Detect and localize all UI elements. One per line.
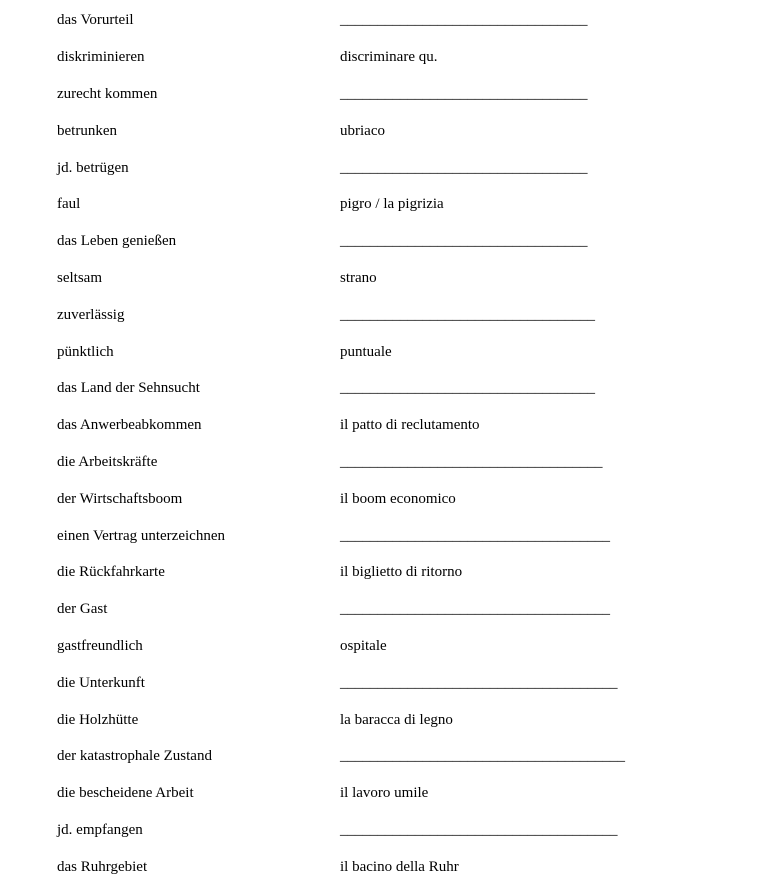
german-term: die Unterkunft xyxy=(57,675,145,691)
vocabulary-row xyxy=(0,268,758,305)
german-term: die Rückfahrkarte xyxy=(57,564,165,580)
italian-translation-blank: __________________________________ xyxy=(340,380,595,396)
italian-translation-blank: ___________________________________ xyxy=(340,454,603,470)
german-term: das Leben genießen xyxy=(57,233,177,249)
german-term: seltsam xyxy=(57,270,102,286)
german-term: jd. betrügen xyxy=(57,160,129,176)
vocabulary-row xyxy=(0,820,758,857)
german-term: die Holzhütte xyxy=(57,712,139,728)
italian-translation-blank: _________________________________ xyxy=(340,86,588,102)
vocabulary-row xyxy=(0,305,758,342)
vocabulary-row xyxy=(0,746,758,783)
vocabulary-row xyxy=(0,158,758,195)
italian-translation: il biglietto di ritorno xyxy=(340,564,463,580)
italian-translation-blank: _________________________________ xyxy=(340,12,588,28)
german-term: diskriminieren xyxy=(57,49,145,65)
german-term: zurecht kommen xyxy=(57,86,158,102)
italian-translation: il boom economico xyxy=(340,491,456,507)
german-term: der katastrophale Zustand xyxy=(57,748,212,764)
italian-translation: strano xyxy=(340,270,377,286)
vocabulary-row xyxy=(0,121,758,158)
vocabulary-row xyxy=(0,526,758,563)
german-term: das Anwerbeabkommen xyxy=(57,417,202,433)
vocabulary-row xyxy=(0,636,758,673)
italian-translation: ospitale xyxy=(340,638,387,654)
italian-translation-blank: __________________________________ xyxy=(340,307,595,323)
vocabulary-row xyxy=(0,342,758,379)
german-term: betrunken xyxy=(57,123,117,139)
vocabulary-row xyxy=(0,857,758,894)
vocabulary-row xyxy=(0,84,758,121)
german-term: die Arbeitskräfte xyxy=(57,454,158,470)
italian-translation-blank: _________________________________ xyxy=(340,160,588,176)
vocabulary-row xyxy=(0,415,758,452)
italian-translation: pigro / la pigrizia xyxy=(340,196,444,212)
german-term: die bescheidene Arbeit xyxy=(57,785,194,801)
italian-translation-blank: ____________________________________ xyxy=(340,601,610,617)
italian-translation: il patto di reclutamento xyxy=(340,417,480,433)
italian-translation-blank: ______________________________________ xyxy=(340,748,625,764)
german-term: das Vorurteil xyxy=(57,12,134,28)
italian-translation: la baracca di legno xyxy=(340,712,453,728)
italian-translation-blank: ____________________________________ xyxy=(340,528,610,544)
vocabulary-row xyxy=(0,562,758,599)
vocabulary-row xyxy=(0,378,758,415)
german-term: faul xyxy=(57,196,81,212)
vocabulary-row xyxy=(0,599,758,636)
german-term: zuverlässig xyxy=(57,307,125,323)
vocabulary-row xyxy=(0,231,758,268)
italian-translation-blank: _____________________________________ xyxy=(340,675,618,691)
italian-translation: ubriaco xyxy=(340,123,385,139)
german-term: der Gast xyxy=(57,601,108,617)
vocabulary-row xyxy=(0,194,758,231)
italian-translation: puntuale xyxy=(340,344,392,360)
german-term: jd. empfangen xyxy=(57,822,143,838)
italian-translation-blank: _____________________________________ xyxy=(340,822,618,838)
vocabulary-row xyxy=(0,10,758,47)
german-term: das Ruhrgebiet xyxy=(57,859,148,875)
vocabulary-row xyxy=(0,489,758,526)
vocabulary-row xyxy=(0,783,758,820)
german-term: gastfreundlich xyxy=(57,638,143,654)
italian-translation: il lavoro umile xyxy=(340,785,429,801)
vocabulary-row xyxy=(0,47,758,84)
german-term: einen Vertrag unterzeichnen xyxy=(57,528,225,544)
german-term: pünktlich xyxy=(57,344,114,360)
italian-translation-blank: _________________________________ xyxy=(340,233,588,249)
german-term: das Land der Sehnsucht xyxy=(57,380,200,396)
italian-translation: il bacino della Ruhr xyxy=(340,859,459,875)
vocabulary-row xyxy=(0,452,758,489)
german-term: der Wirtschaftsboom xyxy=(57,491,183,507)
vocabulary-row xyxy=(0,673,758,710)
italian-translation: discriminare qu. xyxy=(340,49,438,65)
vocabulary-row xyxy=(0,710,758,747)
